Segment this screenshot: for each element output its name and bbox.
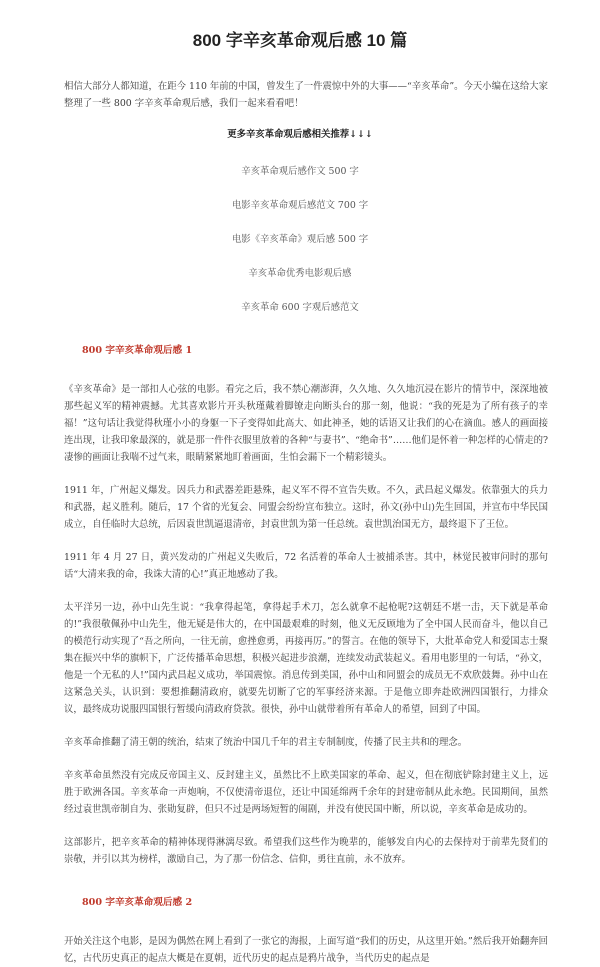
body-paragraph: 这部影片，把辛亥革命的精神体现得淋漓尽致。希望我们这些作为晚辈的，能够发自内心的去保持对于前辈先贤们的崇敬，并引以其为榜样，激励自己，为了那一份信念、信仰，勇往直前，永不放弃。 [64, 837, 548, 865]
body-paragraph: 《辛亥革命》是一部扣人心弦的电影。看完之后，我不禁心潮澎湃，久久地、久久地沉浸在影片的情节中，深深地被那些起义军的精神震撼。尤其喜欢影片开头秋瑾戴着脚镣走向断头台的那一刻，他说：“我的死是为了所有孩子的幸福！”这句话让我觉得秋瑾小小的身躯一下子变得如此高大、如此神圣，她的话语又让我们的心在滴血。感人的画面接连出现，让我印象最深的，就是那一件件衣服里放着的各种“与妻书”、“绝命书”……他们是怀着一种怎样的心情走的?凄惨的画面让我喘不过气来，眼睛紧紧地盯着画面，生怕会漏下一个精彩镜头。 [64, 384, 548, 463]
body-paragraph: 太平洋另一边，孙中山先生说：“我拿得起笔，拿得起手术刀，怎么就拿不起枪呢?这朝廷不堪一击，天下就是革命的!”我很敬佩孙中山先生，他无疑是伟大的，在中国最艰难的时刻，他义无反顾地为了全中国人民而奋斗，他以自己的模范行动实现了“吾之所向，一往无前，愈挫愈勇，再接再厉。”的誓言。在他的领导下，大批革命党人和爱国志士聚集在振兴中华的旗帜下，广泛传播革命思想，积极兴起进步浪潮，连续发动武装起义。看用电影里的一句话，“孙文，他是一个无私的人!”国内武昌起义成功，举国震惊。消息传到美国，孙中山和同盟会的成员无不欢欣鼓舞。孙中山在这紧急关头，认识到：要想推翻清政府，就要先切断了它的军事经济来源。于是他立即奔赴欧洲四国银行，力排众议，最终成功说服四国银行暂缓向清政府贷款。很快，孙中山就带着所有革命人的希望，回到了中国。 [64, 602, 548, 715]
recommend-heading: 更多辛亥革命观后感相关推荐↓↓↓ [227, 129, 373, 140]
recommend-link[interactable]: 辛亥革命 600 字观后感范文 [241, 302, 359, 313]
body-paragraph: 1911 年 4 月 27 日，黄兴发动的广州起义失败后，72 名活着的革命人士被捕杀害。其中，林觉民被审问时的那句话“大清来我的命，我诛大清的心!”真正地感动了我。 [64, 552, 548, 580]
recommend-link[interactable]: 辛亥革命优秀电影观后感 [248, 268, 352, 279]
body-paragraph: 开始关注这个电影，是因为偶然在网上看到了一张它的海报，上面写道“我们的历史，从这里开始。”然后我开始翻奔回忆，古代历史真正的起点大概是在夏朝，近代历史的起点是鸦片战争，当代历史的起点是 [64, 936, 548, 964]
body-paragraph: 1911 年，广州起义爆发。因兵力和武器差距悬殊，起义军不得不宣告失败。不久，武昌起义爆发。依靠强大的兵力和武器，起义胜利。随后，17 个省的光复会、同盟会纷纷宣布独立。这时，孙文(孙中山)先生回国，并宣布中华民国成立，自任临时大总统，后因袁世凯逼退清帝，封袁世凯为第一任总统。袁世凯治国无方，最终退下了王位。 [64, 485, 548, 530]
page-title: 800 字辛亥革命观后感 10 篇 [192, 31, 408, 50]
recommend-list [0, 163, 600, 316]
section-heading: 800 字辛亥革命观后感 1 [82, 345, 193, 356]
recommend-link[interactable]: 辛亥革命观后感作文 500 字 [241, 166, 359, 177]
intro-paragraph: 相信大部分人都知道，在距今 110 年前的中国，曾发生了一件震惊中外的大事——“辛亥革命”。今天小编在这给大家整理了一些 800 字辛亥革命观后感，我们一起来看看吧！ [64, 81, 548, 109]
body-paragraph: 辛亥革命推翻了清王朝的统治，结束了统治中国几千年的君主专制制度，传播了民主共和的理念。 [64, 737, 468, 748]
body-paragraph: 辛亥革命虽然没有完成反帝国主义、反封建主义，虽然比不上欧美国家的革命、起义，但在彻底铲除封建主义上，远胜于欧洲各国。辛亥革命一声炮响，不仅使清帝退位，还让中国延绵两千余年的封建帝制从此永绝。民国期间，虽然经过袁世凯帝制自为、张勋复辟，但只不过是两场短暂的闹剧，并没有使民国中断，所以说，辛亥革命是成功的。 [64, 770, 548, 815]
recommend-link[interactable]: 电影《辛亥革命》观后感 500 字 [231, 234, 369, 245]
section-heading: 800 字辛亥革命观后感 2 [82, 897, 193, 908]
recommend-link[interactable]: 电影辛亥革命观后感范文 700 字 [231, 200, 369, 211]
